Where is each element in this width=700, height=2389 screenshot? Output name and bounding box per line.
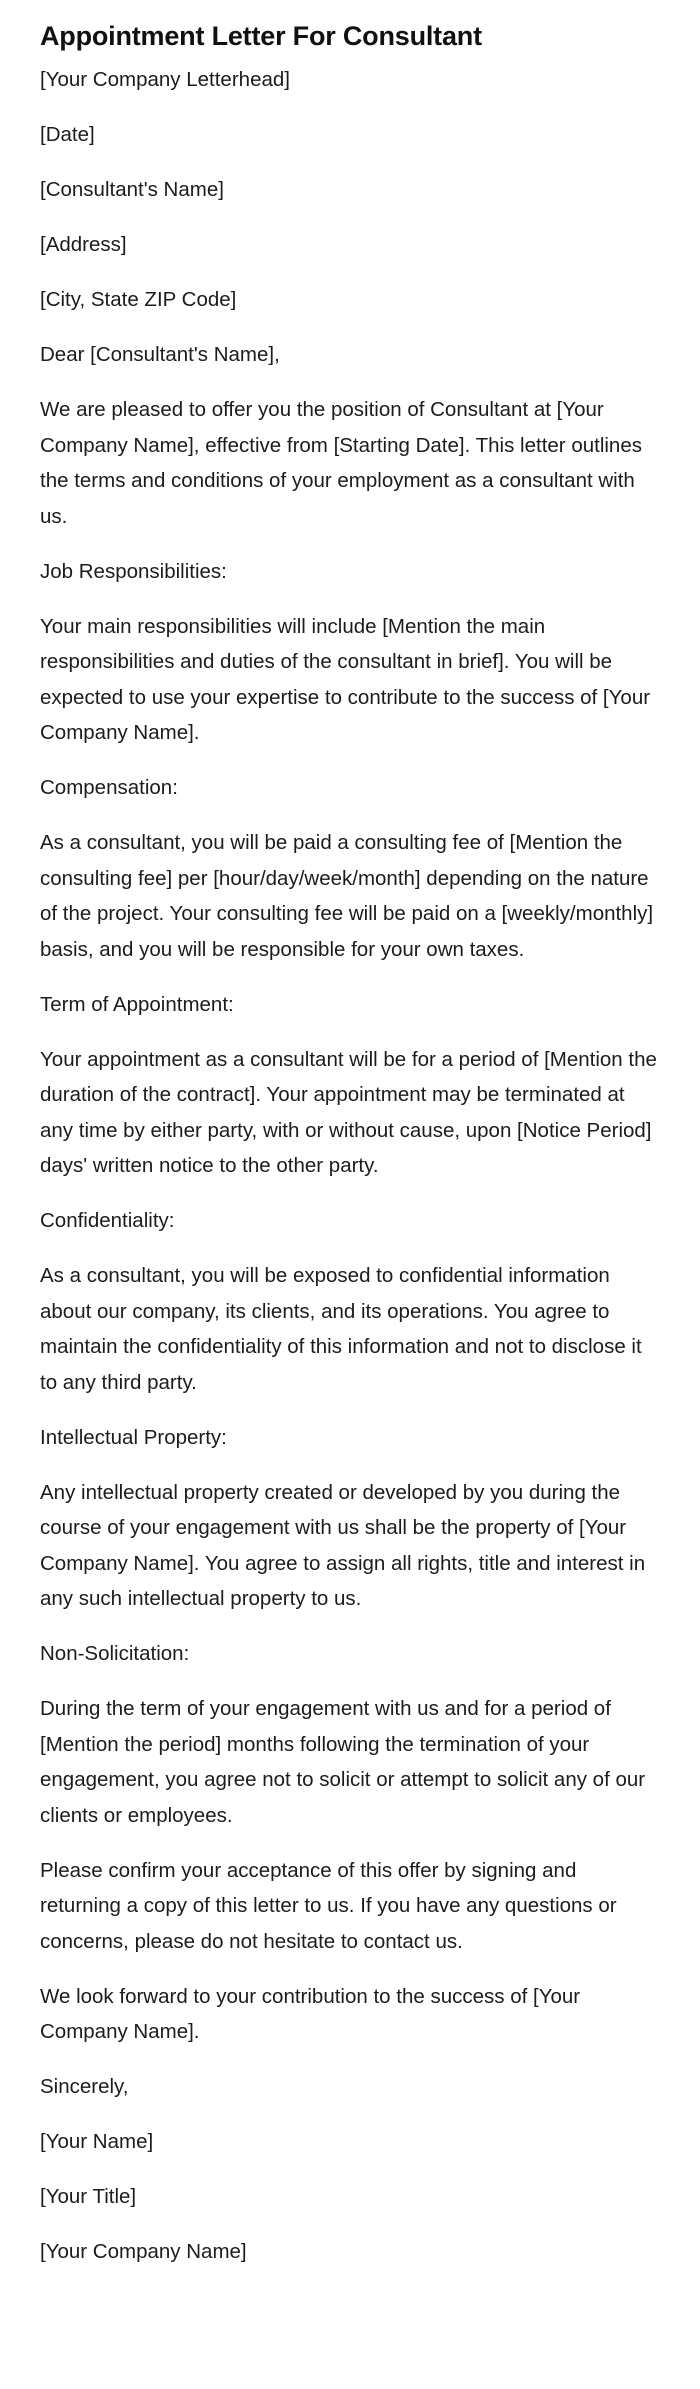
intro-paragraph: We are pleased to offer you the position of Consultant at [Your Company Name], effective from [Starting Date]. This letter outlines the terms and conditions of your employment as a consultant with us. (40, 398, 642, 528)
section-heading-non-solicitation: Non-Solicitation: (40, 1642, 190, 1666)
section-heading-confidentiality: Confidentiality: (40, 1209, 175, 1233)
date-placeholder: [Date] (40, 123, 95, 147)
document-title: Appointment Letter For Consultant (40, 21, 482, 51)
salutation: Dear [Consultant's Name], (40, 343, 280, 367)
compensation-paragraph: As a consultant, you will be paid a consulting fee of [Mention the consulting fee] per [hour/day/week/month] depending on the nature of the project. Your consulting fee will be paid on a [weekly/monthly] basis, and you will be responsible for your own taxes. (40, 831, 654, 961)
signer-company-placeholder: [Your Company Name] (40, 2240, 247, 2264)
term-of-appointment-paragraph: Your appointment as a consultant will be for a period of [Mention the duration of the contract]. Your appointment may be terminated at any time by either party, with or without cause, upon [Notice Period] days' written notice to the other party. (40, 1047, 657, 1178)
address-placeholder: [Address] (40, 233, 127, 257)
signer-name-placeholder: [Your Name] (40, 2130, 154, 2154)
section-heading-intellectual-property: Intellectual Property: (40, 1425, 227, 1449)
section-heading-term-of-appointment: Term of Appointment: (40, 992, 234, 1016)
intellectual-property-paragraph: Any intellectual property created or developed by you during the course of your engagement with us shall be the property of [Your Company Name]. You agree to assign all rights, title and interest in any such intellectual property to us. (40, 1480, 646, 1611)
closing-paragraph: We look forward to your contribution to the success of [Your Company Name]. (40, 1984, 581, 2044)
section-heading-compensation: Compensation: (40, 776, 178, 800)
signer-title-placeholder: [Your Title] (40, 2185, 137, 2209)
job-responsibilities-paragraph: Your main responsibilities will include [Mention the main responsibilities and duties of the consultant in brief]. You will be expected to use your expertise to contribute to the success of [Your Company Name]. (40, 614, 651, 745)
non-solicitation-paragraph: During the term of your engagement with us and for a period of [Mention the period] months following the termination of your engagement, you agree not to solicit or attempt to solicit any of our clients or employees. (40, 1697, 646, 1827)
city-state-zip-placeholder: [City, State ZIP Code] (40, 288, 237, 312)
section-heading-job-responsibilities: Job Responsibilities: (40, 559, 227, 583)
valediction: Sincerely, (40, 2075, 129, 2099)
company-letterhead-placeholder: [Your Company Letterhead] (40, 68, 290, 92)
acceptance-paragraph: Please confirm your acceptance of this offer by signing and returning a copy of this letter to us. If you have any questions or concerns, please do not hesitate to contact us. (40, 1858, 617, 1953)
confidentiality-paragraph: As a consultant, you will be exposed to confidential information about our company, its clients, and its operations. You agree to maintain the confidentiality of this information and not to disclose it to any third party. (40, 1264, 642, 1394)
consultant-name-placeholder: [Consultant's Name] (40, 178, 224, 202)
